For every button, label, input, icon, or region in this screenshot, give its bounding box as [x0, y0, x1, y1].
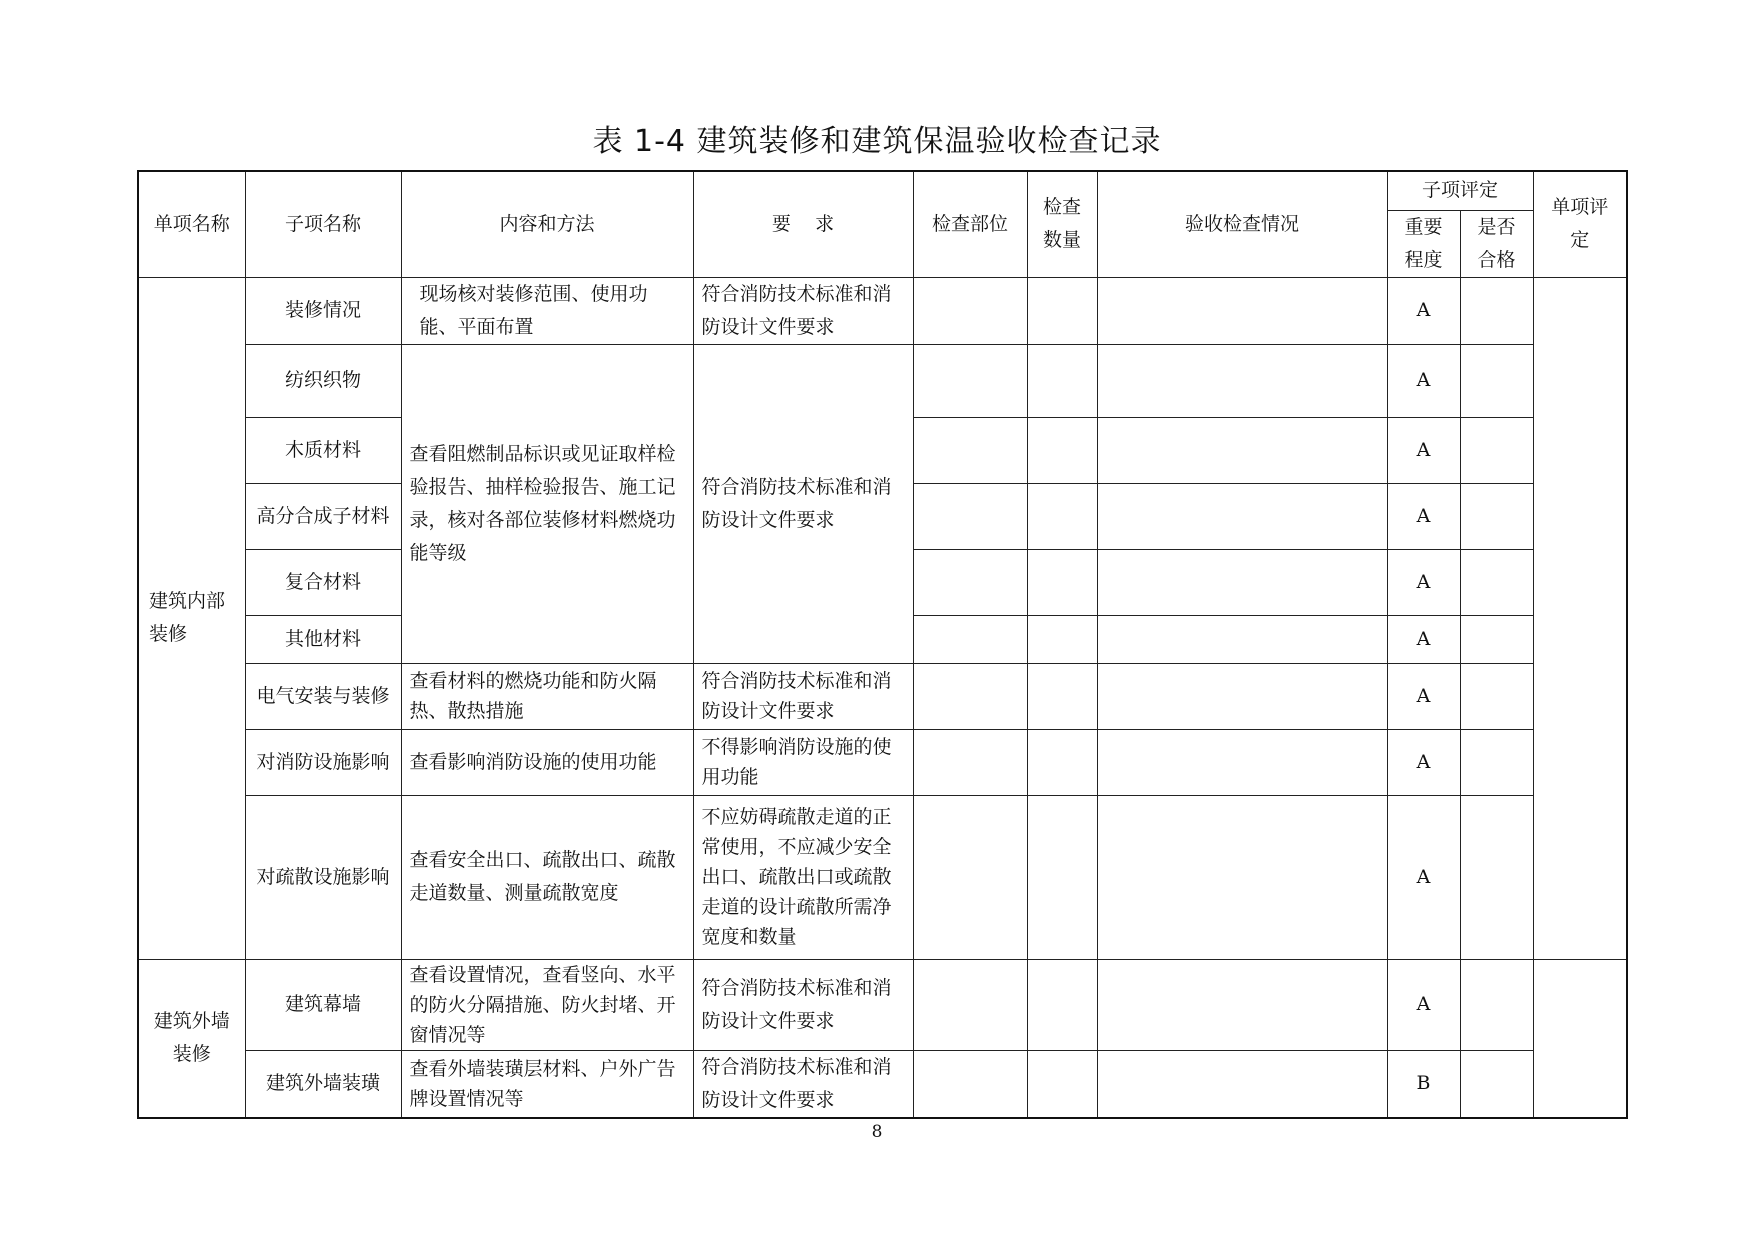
- situation-cell[interactable]: [1097, 277, 1387, 344]
- page-number: 8: [871, 1122, 883, 1142]
- location-cell[interactable]: [913, 344, 1027, 417]
- method: 查看材料的燃烧功能和防火隔热、散热措施: [401, 663, 693, 729]
- situation-cell[interactable]: [1097, 549, 1387, 615]
- requirement: 不应妨碍疏散走道的正常使用，不应减少安全出口、疏散出口或疏散走道的设计疏散所需净宽度和数量: [693, 795, 913, 959]
- header-importance: 重要程度: [1387, 210, 1460, 277]
- method: 查看安全出口、疏散出口、疏散走道数量、测量疏散宽度: [401, 795, 693, 959]
- pass-cell[interactable]: [1460, 1050, 1533, 1118]
- importance-grade: A: [1387, 277, 1460, 344]
- method: 现场核对装修范围、使用功能、平面布置: [401, 277, 693, 344]
- quantity-cell[interactable]: [1027, 277, 1097, 344]
- quantity-cell[interactable]: [1027, 959, 1097, 1050]
- requirement: 不得影响消防设施的使用功能: [693, 729, 913, 795]
- importance-grade: A: [1387, 344, 1460, 417]
- pass-cell[interactable]: [1460, 795, 1533, 959]
- situation-cell[interactable]: [1097, 795, 1387, 959]
- importance-grade: A: [1387, 483, 1460, 549]
- table-row: [138, 277, 1627, 344]
- pass-cell[interactable]: [1460, 483, 1533, 549]
- quantity-cell[interactable]: [1027, 483, 1097, 549]
- importance-grade: A: [1387, 959, 1460, 1050]
- merged-method: 查看阻燃制品标识或见证取样检验报告、抽样检验报告、施工记录，核对各部位装修材料燃烧功能等级: [401, 344, 693, 663]
- method: 查看设置情况，查看竖向、水平的防火分隔措施、防火封堵、开窗情况等: [401, 959, 693, 1050]
- sub-name: 装修情况: [245, 277, 401, 344]
- quantity-cell[interactable]: [1027, 344, 1097, 417]
- pass-cell[interactable]: [1460, 959, 1533, 1050]
- page-title: 表 1-4 建筑装修和建筑保温验收检查记录: [592, 124, 1162, 159]
- group-name: 建筑内部装修: [138, 277, 245, 959]
- table-row: [138, 1050, 1627, 1118]
- pass-cell[interactable]: [1460, 344, 1533, 417]
- header-row: [138, 171, 1627, 210]
- pass-cell[interactable]: [1460, 549, 1533, 615]
- requirement: 符合消防技术标准和消防设计文件要求: [693, 1050, 913, 1118]
- header-quantity: 检查数量: [1027, 171, 1097, 277]
- method: 查看影响消防设施的使用功能: [401, 729, 693, 795]
- sub-name: 建筑幕墙: [245, 959, 401, 1050]
- situation-cell[interactable]: [1097, 729, 1387, 795]
- requirement: 符合消防技术标准和消防设计文件要求: [693, 959, 913, 1050]
- location-cell[interactable]: [913, 417, 1027, 483]
- importance-grade: A: [1387, 795, 1460, 959]
- situation-cell[interactable]: [1097, 1050, 1387, 1118]
- header-item-name: 单项名称: [138, 171, 245, 277]
- method: 查看外墙装璜层材料、户外广告牌设置情况等: [401, 1050, 693, 1118]
- quantity-cell[interactable]: [1027, 663, 1097, 729]
- location-cell[interactable]: [913, 277, 1027, 344]
- location-cell[interactable]: [913, 549, 1027, 615]
- location-cell[interactable]: [913, 795, 1027, 959]
- importance-grade: A: [1387, 729, 1460, 795]
- table-row: [138, 729, 1627, 795]
- pass-cell[interactable]: [1460, 615, 1533, 663]
- sub-name: 纺织织物: [245, 344, 401, 417]
- location-cell[interactable]: [913, 615, 1027, 663]
- table-row: [138, 795, 1627, 959]
- sub-name: 电气安装与装修: [245, 663, 401, 729]
- importance-grade: A: [1387, 549, 1460, 615]
- item-eval-cell[interactable]: [1533, 277, 1627, 959]
- situation-cell[interactable]: [1097, 344, 1387, 417]
- sub-name: 其他材料: [245, 615, 401, 663]
- header-item-eval: 单项评定: [1533, 171, 1627, 277]
- group-name: 建筑外墙装修: [138, 959, 245, 1118]
- header-pass: 是否合格: [1460, 210, 1533, 277]
- header-sub-name: 子项名称: [245, 171, 401, 277]
- situation-cell[interactable]: [1097, 959, 1387, 1050]
- situation-cell[interactable]: [1097, 615, 1387, 663]
- quantity-cell[interactable]: [1027, 549, 1097, 615]
- importance-grade: A: [1387, 417, 1460, 483]
- sub-name: 对消防设施影响: [245, 729, 401, 795]
- quantity-cell[interactable]: [1027, 417, 1097, 483]
- sub-name: 建筑外墙装璜: [245, 1050, 401, 1118]
- sub-name: 木质材料: [245, 417, 401, 483]
- pass-cell[interactable]: [1460, 417, 1533, 483]
- table-row: [138, 663, 1627, 729]
- location-cell[interactable]: [913, 483, 1027, 549]
- location-cell[interactable]: [913, 663, 1027, 729]
- importance-grade: A: [1387, 615, 1460, 663]
- pass-cell[interactable]: [1460, 663, 1533, 729]
- table-row: [138, 959, 1627, 1050]
- sub-name: 高分合成子材料: [245, 483, 401, 549]
- pass-cell[interactable]: [1460, 729, 1533, 795]
- sub-name: 复合材料: [245, 549, 401, 615]
- pass-cell[interactable]: [1460, 277, 1533, 344]
- quantity-cell[interactable]: [1027, 1050, 1097, 1118]
- importance-grade: B: [1387, 1050, 1460, 1118]
- location-cell[interactable]: [913, 959, 1027, 1050]
- situation-cell[interactable]: [1097, 417, 1387, 483]
- situation-cell[interactable]: [1097, 663, 1387, 729]
- merged-requirement: 符合消防技术标准和消防设计文件要求: [693, 344, 913, 663]
- location-cell[interactable]: [913, 1050, 1027, 1118]
- header-method: 内容和方法: [401, 171, 693, 277]
- header-requirement: 要 求: [693, 171, 913, 277]
- item-eval-cell[interactable]: [1533, 959, 1627, 1118]
- quantity-cell[interactable]: [1027, 795, 1097, 959]
- requirement: 符合消防技术标准和消防设计文件要求: [693, 663, 913, 729]
- quantity-cell[interactable]: [1027, 615, 1097, 663]
- header-situation: 验收检查情况: [1097, 171, 1387, 277]
- sub-name: 对疏散设施影响: [245, 795, 401, 959]
- quantity-cell[interactable]: [1027, 729, 1097, 795]
- header-location: 检查部位: [913, 171, 1027, 277]
- inspection-table: [137, 170, 1628, 1119]
- situation-cell[interactable]: [1097, 483, 1387, 549]
- header-sub-eval: 子项评定: [1387, 171, 1533, 210]
- location-cell[interactable]: [913, 729, 1027, 795]
- importance-grade: A: [1387, 663, 1460, 729]
- requirement: 符合消防技术标准和消防设计文件要求: [693, 277, 913, 344]
- table-row: [138, 344, 1627, 417]
